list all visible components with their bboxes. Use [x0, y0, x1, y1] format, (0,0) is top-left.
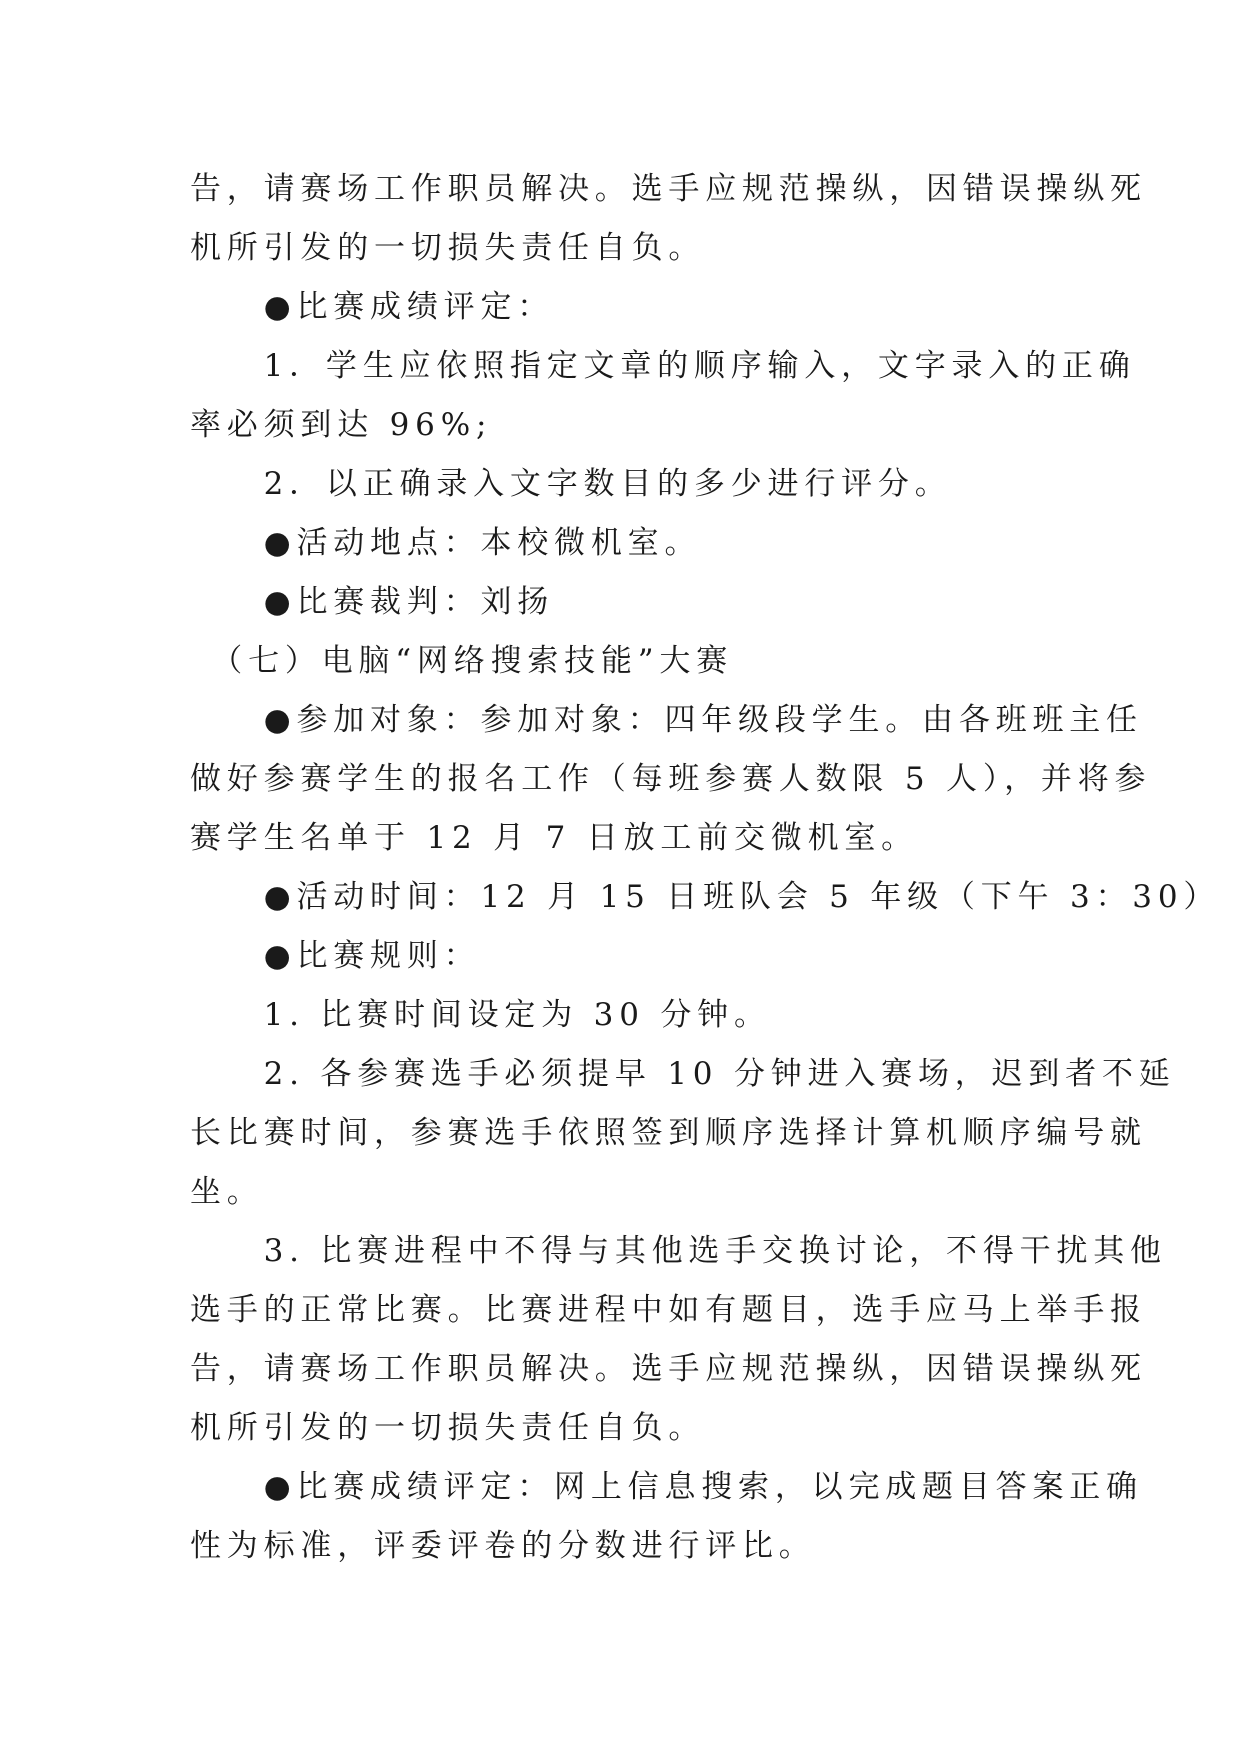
- text-line: 3. 比赛进程中不得与其他选手交换讨论，不得干扰其他: [190, 1233, 1167, 1269]
- text-line: 机所引发的一切损失责任自负。: [190, 1410, 706, 1446]
- document-body: [190, 160, 1221, 1576]
- text-line: 2. 各参赛选手必须提早 10 分钟进入赛场，迟到者不延: [190, 1056, 1176, 1092]
- text-line: 2．以正确录入文字数目的多少进行评分。: [190, 466, 952, 502]
- text-line: ●比赛裁判：刘扬: [190, 584, 555, 620]
- text-line: 长比赛时间，参赛选手依照签到顺序选择计算机顺序编号就: [190, 1115, 1147, 1151]
- text-line: 告，请赛场工作职员解决。选手应规范操纵，因错误操纵死: [190, 171, 1147, 207]
- text-line: 坐。: [190, 1174, 264, 1210]
- text-line: 1．学生应依照指定文章的顺序输入，文字录入的正确: [190, 348, 1136, 384]
- text-line: 选手的正常比赛。比赛进程中如有题目，选手应马上举手报: [190, 1292, 1147, 1328]
- text-line: 性为标准，评委评卷的分数进行评比。: [190, 1528, 816, 1564]
- text-line: ●参加对象：参加对象：四年级段学生。由各班班主任: [190, 702, 1143, 738]
- text-line: 机所引发的一切损失责任自负。: [190, 230, 706, 266]
- section-title: （七）电脑“网络搜索技能”大赛: [190, 643, 733, 679]
- text-line: 告，请赛场工作职员解决。选手应规范操纵，因错误操纵死: [190, 1351, 1147, 1387]
- text-line: ●活动时间：12 月 15 日班队会 5 年级（下午 3：30）: [190, 879, 1221, 915]
- text-line: 做好参赛学生的报名工作（每班参赛人数限 5 人），并将参: [190, 761, 1152, 797]
- text-line: ●活动地点：本校微机室。: [190, 525, 702, 561]
- section-heading-score-2: ●比赛成绩评定：网上信息搜索，以完成题目答案正确: [190, 1469, 1143, 1505]
- section-heading-score: ●比赛成绩评定：: [190, 289, 555, 325]
- section-heading-rules: ●比赛规则：: [190, 938, 481, 974]
- text-line: 率必须到达 96%;: [190, 407, 493, 443]
- text-line: 1. 比赛时间设定为 30 分钟。: [190, 997, 771, 1033]
- text-line: 赛学生名单于 12 月 7 日放工前交微机室。: [190, 820, 918, 856]
